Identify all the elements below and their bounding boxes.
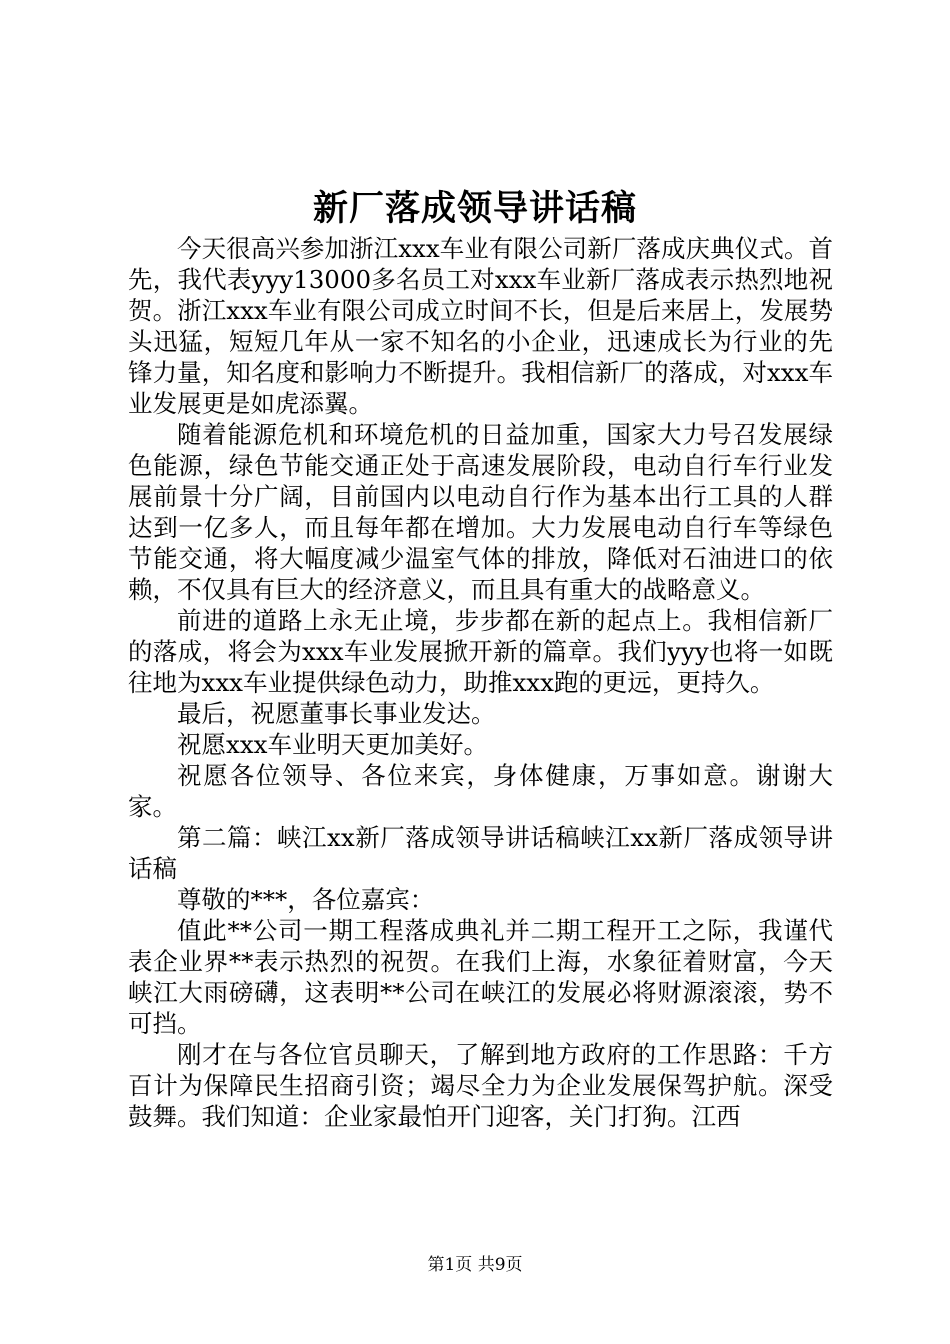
paragraph-congratulation: 值此**公司一期工程落成典礼并二期工程开工之际，我谨代表企业界**表示热烈的祝贺。在我们上海，水象征着财富，今天峡江大雨磅礴，这表明**公司在峡江的发展必将财源滚滚，势不可挡。: [128, 916, 833, 1038]
paragraph-salutation: 尊敬的***，各位嘉宾：: [177, 885, 435, 914]
paragraph-wish-chairman: 最后，祝愿董事长事业发达。: [177, 699, 496, 728]
paragraph-opening: 今天很高兴参加浙江xxx车业有限公司新厂落成庆典仪式。首先，我代表yyy13000多名员工对xxx车业新厂落成表示热烈地祝贺。浙江xxx车业有限公司成立时间不长，但是后来居上，发展势头迅猛，短短几年从一家不知名的小企业，迅速成长为行业的先锋力量，知名度和影响力不断提升。我相信新厂的落成，对xxx车业发展更是如虎添翼。: [128, 234, 833, 418]
page-footer: 第1页 共9页: [427, 1255, 523, 1275]
section-heading-part-two: 第二篇：峡江xx新厂落成领导讲话稿峡江xx新厂落成领导讲话稿: [128, 823, 833, 883]
paragraph-government: 刚才在与各位官员聊天，了解到地方政府的工作思路：千方百计为保障民生招商引资；竭尽全力为企业发展保驾护航。深受鼓舞。我们知道：企业家最怕开门迎客，关门打狗。江西: [128, 1040, 833, 1131]
paragraph-green-energy: 随着能源危机和环境危机的日益加重，国家大力号召发展绿色能源，绿色节能交通正处于高速发展阶段，电动自行车行业发展前景十分广阔，目前国内以电动自行作为基本出行工具的人群达到一亿多人，而且每年都在增加。大力发展电动自行车等绿色节能交通，将大幅度减少温室气体的排放，降低对石油进口的依赖，不仅具有巨大的经济意义，而且具有重大的战略意义。: [128, 420, 833, 604]
paragraph-wish-company: 祝愿xxx车业明天更加美好。: [177, 730, 488, 759]
document-body: [128, 233, 833, 1132]
paragraph-future: 前进的道路上永无止境，步步都在新的起点上。我相信新厂的落成，将会为xxx车业发展掀开新的篇章。我们yyy也将一如既往地为xxx车业提供绿色动力，助推xxx跑的更远，更持久。: [128, 606, 833, 697]
paragraph-wish-guests: 祝愿各位领导、各位来宾，身体健康，万事如意。谢谢大家。: [128, 761, 833, 821]
document-title: 新厂落成领导讲话稿: [312, 188, 637, 229]
